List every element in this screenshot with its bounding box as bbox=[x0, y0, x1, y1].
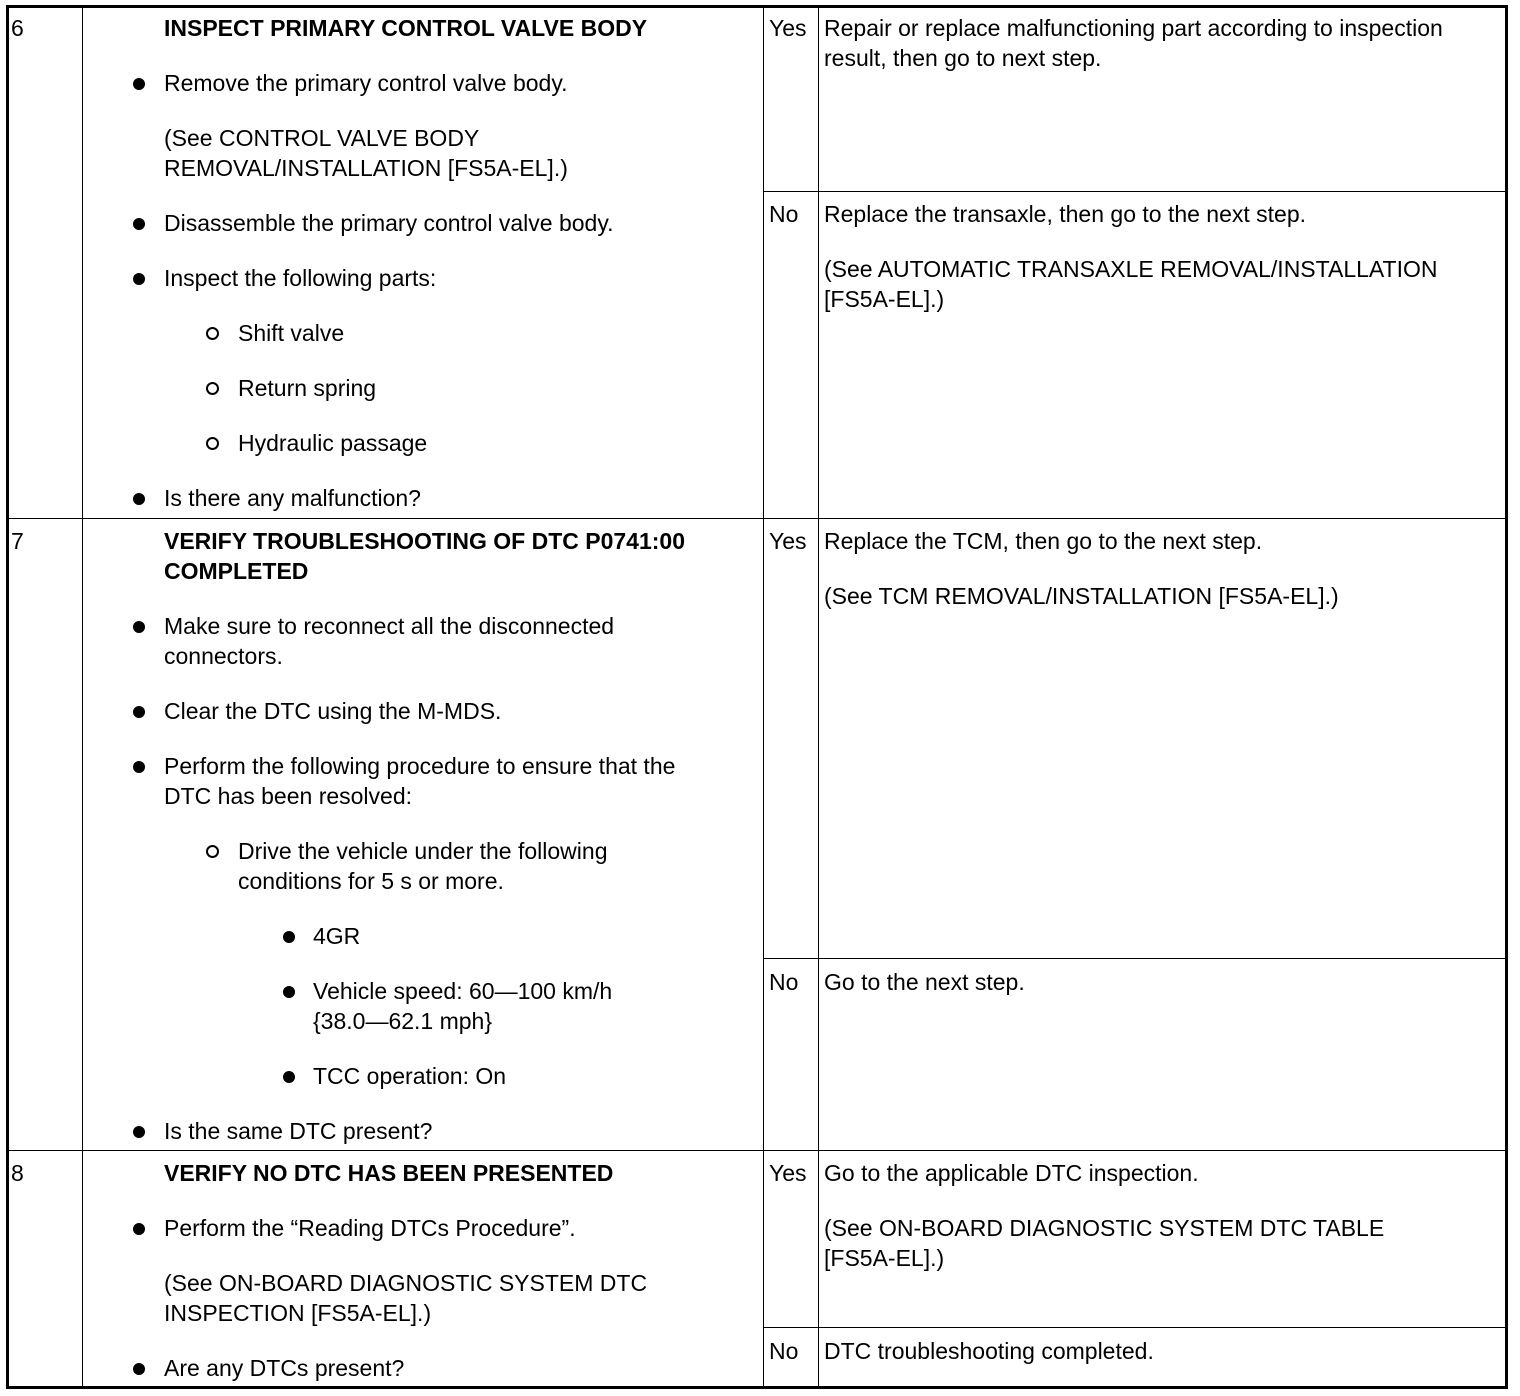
bullet-icon bbox=[133, 706, 145, 718]
no-action-text: DTC troubleshooting completed. bbox=[824, 1338, 1154, 1364]
bullet-icon bbox=[133, 761, 145, 773]
sub-list-item: Drive the vehicle under the following bbox=[238, 838, 608, 864]
yes-label: Yes bbox=[769, 528, 807, 554]
bullet-icon bbox=[133, 218, 145, 230]
yes-no-divider bbox=[763, 958, 1508, 959]
reference-text: [FS5A-EL].) bbox=[824, 286, 945, 312]
bullet-icon bbox=[133, 1126, 145, 1138]
open-circle-bullet-icon bbox=[206, 845, 219, 858]
bullet-icon bbox=[133, 621, 145, 633]
open-circle-bullet-icon bbox=[206, 382, 219, 395]
reference-text: (See CONTROL VALVE BODY bbox=[164, 125, 480, 151]
step-number: 8 bbox=[11, 1160, 24, 1186]
no-label: No bbox=[769, 1338, 799, 1364]
no-action-text: Go to the next step. bbox=[824, 969, 1025, 995]
row-divider bbox=[6, 518, 1508, 519]
yes-no-divider bbox=[763, 191, 1508, 192]
list-item: Remove the primary control valve body. bbox=[164, 70, 568, 96]
list-item: DTC has been resolved: bbox=[164, 783, 413, 809]
yes-action-text: result, then go to next step. bbox=[824, 45, 1102, 71]
bullet-icon bbox=[133, 1223, 145, 1235]
yes-action-text: Replace the TCM, then go to the next step. bbox=[824, 528, 1263, 554]
column-divider-step bbox=[82, 5, 83, 1389]
step-title: COMPLETED bbox=[164, 558, 309, 584]
list-item: Perform the following procedure to ensure that the bbox=[164, 753, 676, 779]
bullet-icon bbox=[283, 931, 295, 943]
sub-list-item: Return spring bbox=[238, 375, 377, 401]
yes-label: Yes bbox=[769, 1160, 807, 1186]
bullet-icon bbox=[283, 1071, 295, 1083]
step-number: 7 bbox=[11, 528, 24, 554]
step-title: VERIFY TROUBLESHOOTING OF DTC P0741:00 bbox=[164, 528, 686, 554]
bullet-icon bbox=[133, 273, 145, 285]
sub-list-item: Shift valve bbox=[238, 320, 345, 346]
list-item: Disassemble the primary control valve body. bbox=[164, 210, 614, 236]
reference-text: (See TCM REMOVAL/INSTALLATION [FS5A-EL].) bbox=[824, 583, 1339, 609]
question-text: Is the same DTC present? bbox=[164, 1118, 433, 1144]
sub-sub-list-item: Vehicle speed: 60—100 km/h bbox=[313, 978, 613, 1004]
no-label: No bbox=[769, 969, 799, 995]
reference-text: INSPECTION [FS5A-EL].) bbox=[164, 1300, 432, 1326]
yes-action-text: Go to the applicable DTC inspection. bbox=[824, 1160, 1199, 1186]
yes-label: Yes bbox=[769, 15, 807, 41]
bullet-icon bbox=[133, 1363, 145, 1375]
step-title: INSPECT PRIMARY CONTROL VALVE BODY bbox=[164, 15, 648, 41]
open-circle-bullet-icon bbox=[206, 327, 219, 340]
step-title: VERIFY NO DTC HAS BEEN PRESENTED bbox=[164, 1160, 614, 1186]
reference-text: (See ON-BOARD DIAGNOSTIC SYSTEM DTC TABLE bbox=[824, 1215, 1385, 1241]
yes-action-text: Repair or replace malfunctioning part according to inspection bbox=[824, 15, 1443, 41]
sub-sub-list-item: TCC operation: On bbox=[313, 1063, 507, 1089]
column-divider-action bbox=[763, 5, 764, 1389]
list-item: Make sure to reconnect all the disconnected bbox=[164, 613, 615, 639]
column-divider-result bbox=[818, 5, 819, 1389]
list-item: Clear the DTC using the M-MDS. bbox=[164, 698, 502, 724]
reference-text: REMOVAL/INSTALLATION [FS5A-EL].) bbox=[164, 155, 568, 181]
open-circle-bullet-icon bbox=[206, 437, 219, 450]
no-action-text: Replace the transaxle, then go to the next step. bbox=[824, 201, 1307, 227]
list-item: connectors. bbox=[164, 643, 283, 669]
no-label: No bbox=[769, 201, 799, 227]
yes-no-divider bbox=[763, 1327, 1508, 1328]
question-text: Are any DTCs present? bbox=[164, 1355, 405, 1381]
reference-text: (See AUTOMATIC TRANSAXLE REMOVAL/INSTALLATION bbox=[824, 256, 1438, 282]
reference-text: [FS5A-EL].) bbox=[824, 1245, 945, 1271]
sub-list-item: Hydraulic passage bbox=[238, 430, 428, 456]
bullet-icon bbox=[133, 493, 145, 505]
reference-text: (See ON-BOARD DIAGNOSTIC SYSTEM DTC bbox=[164, 1270, 648, 1296]
bullet-icon bbox=[133, 78, 145, 90]
bullet-icon bbox=[283, 986, 295, 998]
list-item: Perform the “Reading DTCs Procedure”. bbox=[164, 1215, 576, 1241]
step-number: 6 bbox=[11, 15, 24, 41]
sub-sub-list-item: 4GR bbox=[313, 923, 361, 949]
question-text: Is there any malfunction? bbox=[164, 485, 421, 511]
list-item: Inspect the following parts: bbox=[164, 265, 437, 291]
row-divider bbox=[6, 1150, 1508, 1151]
sub-sub-list-item: {38.0—62.1 mph} bbox=[313, 1008, 493, 1034]
sub-list-item: conditions for 5 s or more. bbox=[238, 868, 504, 894]
